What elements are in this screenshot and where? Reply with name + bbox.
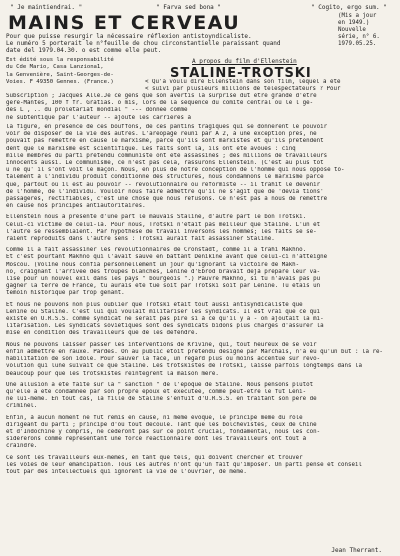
body-line: Nous ne pouvons laisser passer les interventions de Krivine, qui, tout heureux de se voir (6, 341, 317, 348)
body-line: beaucoup pour que les trotskistes réintègrent la maison mère. (6, 370, 219, 377)
body-line: innocents aussi. Le communisme, ce n'est pas cela, rassurons Ellenstein. (C'est au plus tôt (6, 160, 324, 167)
intro-text (6, 33, 336, 55)
body-line: lise pour un nouvel exil dans les pays " bourgeois ".) Pauvre Makhno, si tu n'avais pas pu (6, 276, 321, 283)
subscription-block (6, 93, 396, 122)
body-line: Lénine ou Staline. C'est lui qui voulait militariser les syndicats. Il est vrai que ce qui (6, 308, 321, 315)
motto-center: " Farva sed bona " (156, 4, 222, 11)
article-lead (145, 79, 395, 93)
body-line: de l'homme, de l'individu. Vouloir nous faire admettre qu'il ne s'agit que de 'dévia tions' (6, 188, 324, 195)
article-paragraph (6, 124, 396, 210)
body-line: tout par des intellectuels qui ignorent la vie de l'ouvrier, de même. (6, 468, 247, 475)
address-line: Voies. F 49350 Gennes. (France.) (6, 78, 114, 85)
body-line: la figure, en présence de ces bouffons, de ces pantins tragiques qui se donnèrent le pouvoir (6, 124, 328, 130)
body-line: u ne qu' il s'ont voit le maçon. Nous, en plus de notre conception de l'homme qui nous oppose to- (6, 167, 345, 174)
pub-line: en 1949.) (338, 20, 370, 26)
body-line: les voies de leur émancipation. Tous les autres n'ont qu'un fait qu'imposer. Un parti pensé et conseil (6, 461, 362, 468)
body-line: criminel. (6, 403, 38, 410)
author-signature: Jean Therrant. (331, 547, 382, 554)
body-line: Moscou. (Voline nous confia personnellement un jour qu'ignorant la victoire de Makh- (6, 261, 300, 268)
body-line: volution qui lune suivait ce que Staline. Les trotskistes de Trotski, laissé parfois longtemps dans la (6, 363, 362, 370)
body-line: craindre. (6, 443, 38, 450)
motto-right: " Cogito, ergo sum. " (311, 4, 387, 11)
intro-line: date del 1979.04.30. o est comme elle peut. (6, 47, 162, 55)
body-line: pouvait pas remettre en cause le marxisme, parce qu'ils sont marxistes et qu'ils prétendent (6, 138, 324, 145)
body-line: ne lui-même. En tout cas, la fille de Staline s'enfuit d'U.R.S.S. en traitant son père de (6, 396, 317, 403)
lead-line: < suivi par plusieurs millions de téléspectateurs ? Pour (145, 86, 341, 93)
body-line: en cause nos principes antiautoritaires. (6, 203, 146, 210)
body-line: Comme il a fait assassiner les révolutionnaires de Cronstadt, comme il a trahi Makhno. (6, 247, 307, 254)
editor-address (6, 57, 136, 86)
subscription-line: des L , .. du prolétariat mondial " --- donnée comme (6, 107, 188, 114)
body-line: mise en condition des travailleurs que de les défendre. (6, 330, 198, 337)
body-line: gagner la terre de France, tu aurais été tué soit par Trotski soit par Lénine. Tu étais un (6, 283, 321, 290)
body-line: mille membres du parti prétendu communiste ont été assassinés ; des millions de travailleurs (6, 152, 328, 159)
body-line: voir de disposer de la vie des autres. L'aréopage réuni par A 2, à une exception près, ne (6, 131, 317, 138)
body-line: passagères, rectifiables, c'est une chose que nous refusons. Ce n'est pas à nous de remettre (6, 196, 328, 203)
address-line: la Genvenière, Saint-Georges-de- (6, 71, 114, 78)
body-line: qu'elle a été condamnée par son propre époux et exécutée, comme peut-être le fut Léni- (6, 388, 307, 395)
body-line: dent que le marxisme est scientifique. Les faits sont là, ils ont été avoués : cinq (6, 145, 296, 152)
body-line: habilitation de son idole. Pour sauver la face, un regard plus ou moins accentué sur révo- (6, 356, 321, 363)
article-paragraph (6, 247, 396, 297)
body-line: l'autre se ressemblaient. Par hypothèse de travail inversons les hommes; les faits se se- (6, 228, 317, 235)
address-line: du Cde Mario, Casa Lanziona1, (6, 64, 104, 71)
subscription-line: ne subtentique par l'auteur -- ajouté les carrières à (6, 114, 191, 121)
body-line: que, partout où il est au pouvoir -- révolutionnaire ou réformiste -- il trahit le devenir (6, 181, 321, 188)
body-line: sidérerons comme représentant une force réactionnaire dont les travailleurs ont tout à (6, 436, 307, 443)
body-line: Et c'est pourtant Makhno qui l'avait sauvé en battant Denikine avant que celui-ci n'atteigne (6, 254, 328, 261)
subscription-line: Subscription ; Jacques Alle.Je ce gens que son avertis la surprise dut être grande d'être (6, 93, 317, 99)
article-paragraph (6, 455, 396, 477)
body-line: Ce sont les travailleurs eux-mêmes, en tant que tels, qui doivent chercher et trouver (6, 454, 303, 461)
body-line: enfin admettre en rauxe. Pardes. On au public étoit prétendu désigné par Marchais, n'a eu qu'un but : la ré- (6, 348, 383, 355)
body-line: Ellenstein nous a présenté d'une part le mauvais Staline, d'autre part le bon Trotski. (6, 214, 307, 221)
pub-line: série, n° 6. (338, 34, 380, 40)
article-paragraph (6, 342, 396, 378)
body-line: Une allusion a été faite sur la " sanction " de l'époque de Staline. Nous pensons plutôt (6, 381, 314, 388)
pub-line: 1979.05.25. (338, 41, 377, 47)
body-line: Celui-ci victime de celui-là. Pour nous, Trotski n'était pas meilleur que Staline. L'un et (6, 221, 321, 228)
article-paragraph (6, 382, 396, 411)
article-paragraph (6, 415, 396, 451)
motto-left: " Je maintiendrai. " (10, 4, 83, 11)
body-line: litarisation. Les syndicats soviétiques sont des syndicats bidons plus chargés d'assurer la (6, 323, 324, 330)
body-line: dirigeant du parti ; principe d'où tout découle. Tant que les bolchevistes, ceux de Chine (6, 421, 317, 428)
masthead-title: MAINS ET CERVEAU (8, 12, 241, 34)
article-paragraph (6, 214, 396, 243)
body-line: existe en U.R.S.S. comme syndicat ne serait pas pire si à ce qu'il y a - on ajoutait la mi- (6, 316, 324, 323)
article-body (6, 124, 396, 480)
body-line: Et nous ne pouvons non plus oublier que Trotski était tout aussi antisyndicaliste que (6, 301, 303, 308)
body-line: Enfin, à aucun moment ne fut remis en cause, ni même évoqué, le principe même du rôle (6, 414, 303, 421)
lead-line: < Qu'a voulu dire Ellenstein dans son film, lequel a été (145, 79, 341, 85)
article-kicker: A propos du film d'Ellenstein (192, 58, 297, 65)
pub-line: (Mis a jour (338, 13, 377, 19)
article-paragraph (6, 302, 396, 338)
pub-line: Nouvelle (338, 27, 366, 33)
body-line: et d'Indochine y compris, ne céderont pas sur ce point crucial, fondamental, nous les con- (6, 428, 321, 435)
body-line: témoin historique par trop gênant. (6, 290, 125, 297)
subscription-line: gere-Mantes, 100 f fr. Gratias. o mis, lors de la séquence du comité central où le l gé- (6, 100, 314, 107)
article-headline: STALINE-TROTSKI (170, 66, 312, 81)
body-line: no, craignant l'arrivée des troupes blanches, Lénine d'Ebrod bravait déjà préparé leur va- (6, 268, 321, 275)
address-line: Est édité sous la responsabilité (6, 57, 114, 63)
body-line: talement à l'individu produit conditionné des structures, nous condamnons le marxisme parce (6, 174, 324, 181)
body-line: raient reproduits dans l'autre sens : Trotski aurait fait assassiner Staline. (6, 236, 275, 243)
intro-line: Pour que puisse resurgir la nécessaire réflexion antistoyndicaliste. (6, 33, 252, 40)
intro-line: Le numéro 5 porterait le n°feuille de chou circonstantielle paraissant quand (6, 40, 281, 48)
publication-info (338, 13, 394, 48)
